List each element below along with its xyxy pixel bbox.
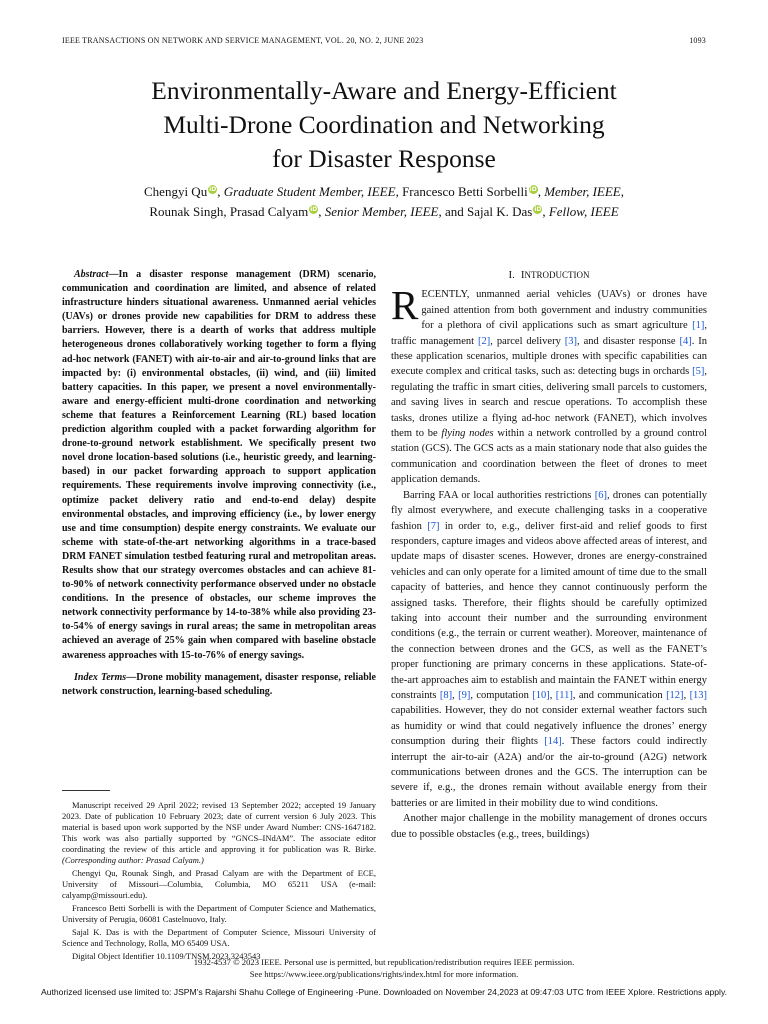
running-header [62,36,706,45]
left-column [62,268,376,699]
footnote-affiliation: Chengyi Qu, Rounak Singh, and Prasad Calyam are with the Department of ECE, University of Missouri—Columbia, Columbia, MO 65211 USA (e-mail: calyamp@missouri.edu). [62,868,376,900]
abstract-text: —In a disaster response management (DRM) scenario, communication and coordination are limited, and absence of related infrastructure hinders situational awareness. Unmanned aerial vehicles (UAVs) or drones provide new capabilities for DRM to address these barriers. However, there is a dearth of works that address multiple heterogeneous drones collaboratively working together to form a flying ad-hoc network (FANET) with air-to-air and air-to-ground links that are impacted by: (i) environmental obstacles, (ii) wind, and (iii) limited battery capacities. In this paper, we present a novel environmentally-aware and energy-efficient multi-drone coordination and networking scheme that features a Reinforcement Learning (RL) based location prediction algorithm coupled with a packet forwarding algorithm for drone-to-ground network establishment. We specifically present two novel drone location-based solutions (i.e., heuristic greedy, and learning-based) in our packet forwarding approach to support application requirements. These requirements involve improving connectivity (i.e., optimize packet delivery ratio and end-to-end delay) despite environmental obstacles, and improving efficiency (i.e., by lower energy use and time consumption) despite energy constraints. We evaluate our scheme with state-of-the-art networking algorithms in a trace-based DRM FANET simulation testbed featuring rural and metropolitan areas. Results show that our strategy overcomes obstacles and can achieve 81-to-90% of network connectivity performance observed under no obstacle conditions. In the presence of obstacles, our scheme improves the network connectivity performance by 14-to-38% while also providing 23-to-54% of energy savings in rural areas; the same in metropolitan areas achieved an average of 25% gain when compared with baseline obstacle awareness approaches with 15-to-76% of energy savings. [62,269,376,661]
intro-paragraph-1 [391,282,708,487]
text: . In these application scenarios, multiple drones with specific capabilities can execute complex and critical tasks, such as: detecting bugs in orchards [391,335,708,378]
text: Barring FAA or local authorities restrictions [403,489,592,501]
journal-name: IEEE TRANSACTIONS ON NETWORK AND SERVICE MANAGEMENT, VOL. 20, NO. 2, JUNE 2023 [62,36,424,45]
author-name: Rounak Singh [149,204,224,219]
text: , [549,689,553,701]
section-title-initial: I [520,269,525,281]
drop-cap: R [391,282,419,329]
text: within a network controlled by a ground control station (GCS). The GCS acts as a main stationary node that also guides the communication and coordination between the fleet of drones to meet application demands. [391,428,707,486]
author-name: Chengyi Qu [144,184,208,199]
page-number: 1093 [689,36,706,45]
footnote-corresponding: (Corresponding author: Prasad Calyam.) [62,855,204,865]
text: capabilities. However, they do not consider external weather factors such as humidity or wind that could negatively influence the drones’ energy consumption during their flights [391,705,707,748]
citation-link[interactable]: [4] [679,335,692,347]
section-title-rest: NTRODUCTION [524,270,590,280]
footnote-rule [62,790,110,791]
author-name: Francesco Betti Sorbelli [402,184,528,199]
footnote-affiliation: Francesco Betti Sorbelli is with the Department of Computer Science and Mathematics, University of Perugia, 06081 Castelnuovo, Italy. [62,903,376,924]
citation-link[interactable]: [3] [564,335,578,347]
author-name: Sajal K. Das [466,204,533,219]
text: in order to, e.g., deliver first-aid and relief goods to first responders, capture images and videos above affected areas of interest, and update maps of disaster scenes. However, drones are energy-constrained vehicles and can only operate for a limited amount of time due to the small capacity of batteries, and hence they cannot continuously perform the assigned tasks. Therefore, their flights should be carefully optimized taking into account their number and the surrounding environment conditions (e.g., the terrain or current weather). Moreover, maintenance of the connection between drones and the GCS, as well as the FANET’s proper functioning are primary concerns in these applications. State-of-the-art approaches aim to establish and maintain the FANET within energy constraints [391,520,708,701]
intro-paragraph-2 [391,488,707,812]
text: , and communication [572,689,663,701]
title-line-2: Multi-Drone Coordination and Networking [163,110,605,139]
citation-link[interactable]: [1] [692,320,705,332]
citation-link[interactable]: [5] [692,366,705,378]
footnote-doi: Digital Object Identifier 10.1109/TNSM.2023.3243543 [72,951,261,961]
text: , regulating the traffic in smart cities, delivering small parcels to customers, and saving lives in search and rescue operations. To accomplish these tasks, drones utilize a flying ad-hoc network (FANET), which involves them to be [391,366,707,440]
citation-link[interactable]: [7] [427,520,440,532]
text: , [683,689,687,701]
text: , traffic management [391,320,707,347]
footnote-manuscript [62,800,376,866]
text-italic: flying nodes [441,428,494,440]
abstract [62,268,376,663]
title-line-1: Environmentally-Aware and Energy-Efficient [151,76,617,105]
text: . These factors could indirectly interrupt the air-to-air (A2A) and/or the air-to-ground (A2G) network communications between drones and the GCS. The interruption can be severe if, e.g., the drones remain without available energy from their batteries or are limited in their mobility due to wind conditions. [391,736,707,809]
orcid-icon[interactable]: iD [209,186,217,193]
text: ECENTLY, unmanned aerial vehicles (UAVs) or drones have gained attention from both government and industry communities for a plethora of civil applications such as smart agriculture [421,289,707,332]
index-terms [62,671,376,699]
author-list: Chengyi Qu iD, Graduate Student Member, IEEE, Francesco Betti Sorbelli iD, Member, IEEE, Rounak Singh, Prasad Calyam iD, Senior Member, IEEE, and Sajal K. Das iD, Fellow, IEEE [144,184,624,219]
copyright-line-1: 1932-4537 © 2023 IEEE. Personal use is permitted, but republication/redistribution requires IEEE permission. [193,957,575,967]
text: , drones can potentially fly almost everywhere, and execute challenging tasks in a cooperative fashion [391,489,707,532]
footnotes [62,800,376,964]
abstract-label: Abstract [74,269,109,280]
orcid-icon[interactable]: iD [310,206,318,213]
citation-link[interactable]: [11] [555,689,573,701]
author-role: Fellow, IEEE [548,204,619,219]
text: , [452,689,455,701]
footnote-affiliation: Sajal K. Das is with the Department of Computer Science, Missouri University of Science and Technology, Rolla, MO 65409 USA. [62,927,376,948]
citation-link[interactable]: [12] [666,689,684,701]
copyright-notice [0,956,768,980]
citation-link[interactable]: [6] [594,489,607,501]
right-column [391,268,707,842]
citation-link[interactable]: [2] [478,335,491,347]
section-heading-introduction [391,268,707,283]
citation-link[interactable]: [14] [544,736,562,748]
copyright-line-2: See https://www.ieee.org/publications/rights/index.html for more information. [249,969,519,979]
section-number: I. [508,269,515,281]
authorized-use-notice: Authorized licensed use limited to: JSPM's Rajarshi Shahu College of Engineering -Pune. Downloaded on November 24,2023 at 09:47:03 UTC from IEEE Xplore. Restrictions apply. [40,987,727,997]
intro-paragraph-3: Another major challenge in the mobility management of drones occurs due to possible obstacles (e.g., trees, buildings) [391,813,707,840]
index-terms-text: —Drone mobility management, disaster response, reliable network construction, learning-based scheduling. [62,671,376,697]
author-conjunction: and [444,204,464,219]
text: , and disaster response [577,335,676,347]
orcid-icon[interactable]: iD [529,186,537,193]
citation-link[interactable]: [13] [689,689,708,701]
author-name: Prasad Calyam [229,204,309,219]
citation-link[interactable]: [9] [458,689,471,701]
citation-link[interactable]: [10] [532,689,550,701]
text: , parcel delivery [490,335,561,347]
index-terms-label: Index Terms [74,671,127,683]
footnote-manuscript-text: Manuscript received 29 April 2022; revised 13 September 2022; accepted 19 January 2023. Date of publication 10 February 2023; date of current version 6 July 2023. This material is based upon work supported by the NSF under Award Number: CNS-1647182. This work was also partially supported by “GNCS–INdAM”. The associate editor coordinating the review of this article and approving it for publication was R. Birke. [62,800,376,854]
text: , computation [470,689,529,701]
paper-title [0,74,768,176]
author-role: Senior Member, IEEE [324,204,439,219]
title-line-3: for Disaster Response [272,144,496,173]
orcid-icon[interactable]: iD [534,206,542,213]
author-role: Member, IEEE [544,184,621,199]
author-role: Graduate Student Member, IEEE [223,184,396,199]
citation-link[interactable]: [8] [439,689,453,701]
